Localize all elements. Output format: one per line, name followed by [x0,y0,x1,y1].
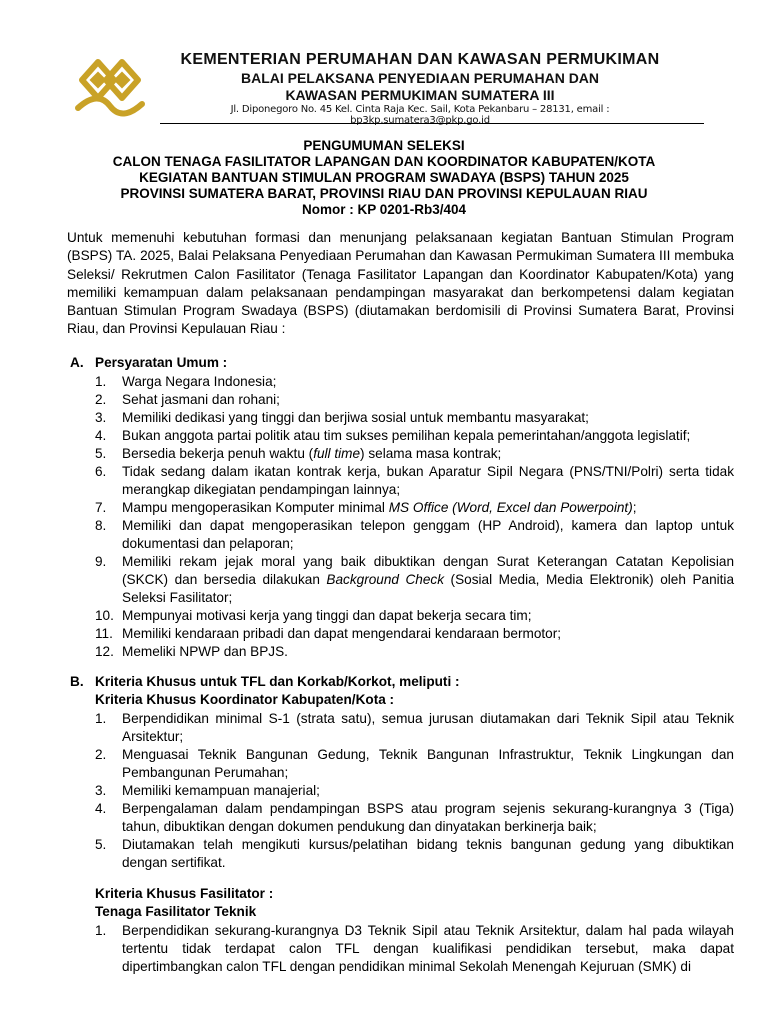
list-text-emphasis: MS Office (Word, Excel dan Powerpoint) [388,500,633,515]
list-text: Bukan anggota partai politik atau tim sukses pemilihan kepala pemerintahan/anggota legislatif; [122,428,691,443]
list-text: Berpengalaman dalam pendampingan BSPS atau program sejenis sekurang-kurangnya 3 (Tiga) tahun, dibuktikan dengan dokumen pendukung dan dinyatakan berkinerja baik; [122,801,734,834]
list-item [67,836,734,872]
list-text: Menguasai Teknik Bangunan Gedung, Teknik Bangunan Infrastruktur, Teknik Lingkungan dan Pembangunan Perumahan; [122,747,734,780]
list-item [67,373,734,391]
list-number: 7. [95,500,107,515]
letterhead-address: Jl. Diponegoro No. 45 Kel. Cinta Raja Kec. Sail, Kota Pekanbaru – 28131, email : bp3kp.sumatera3@pkp.go.id [230,104,610,126]
list-text: ; [632,500,637,515]
announcement-number: Nomor : KP 0201-Rb3/404 [301,202,467,217]
list-item [67,553,734,607]
list-text: Memiliki dedikasi yang tinggi dan berjiwa sosial untuk membantu masyarakat; [122,410,589,425]
list-number: 2. [95,392,107,407]
list-number: 3. [95,410,107,425]
announcement-subtitle-3: PROVINSI SUMATERA BARAT, PROVINSI RIAU DAN PROVINSI KEPULAUAN RIAU [120,186,648,201]
section-b-letter: B. [70,674,84,689]
list-item [67,607,734,625]
list-item [67,463,734,499]
list-text: Mempunyai motivasi kerja yang tinggi dan dapat bekerja secara tim; [122,608,532,623]
section-a-letter: A. [70,355,84,370]
list-text: Warga Negara Indonesia; [122,374,277,389]
list-item [67,710,734,746]
list-text-emphasis: full time [313,446,361,461]
list-number: 4. [95,428,107,443]
list-text-emphasis: Background Check [326,572,445,587]
letterhead-ministry: KEMENTERIAN PERUMAHAN DAN KAWASAN PERMUKIMAN [180,51,660,68]
section-b-title: Kriteria Khusus untuk TFL dan Korkab/Korkot, meliputi : [95,674,460,689]
list-number: 1. [95,711,107,726]
list-text: Diutamakan telah mengikuti kursus/pelatihan bidang teknis bangunan gedung yang dibuktikan dengan sertifikat. [122,837,734,870]
list-text: Berpendidikan minimal S-1 (strata satu), semua jurusan diutamakan dari Teknik Sipil atau Teknik Arsitektur; [122,711,734,744]
list-item [67,782,734,800]
list-item [67,922,734,976]
list-number: 8. [95,518,107,533]
section-a-list [67,373,734,661]
list-number: 10. [95,608,114,623]
list-text: Memiliki rekam jejak moral yang baik dibuktikan dengan Surat Keterangan Catatan Kepolisian (SKCK) dan bersedia dilakukan [122,554,734,587]
korkab-criteria-list [67,710,734,872]
list-number: 1. [95,374,107,389]
list-item [67,625,734,643]
list-item [67,409,734,427]
list-text: Berpendidikan sekurang-kurangnya D3 Teknik Sipil atau Teknik Arsitektur, dalam hal pada wilayah tertentu tidak terdapat calon TFL dengan kualifikasi pendidikan tersebut, maka dapat dipertimbangkan calon TFL dengan pendidikan minimal Sekolah Menengah Kejuruan (SMK) di [122,923,734,974]
list-item [67,643,734,661]
teknik-criteria-list [67,922,734,976]
teknik-fasilitator-title: Tenaga Fasilitator Teknik [95,904,257,919]
list-text: Mampu mengoperasikan Komputer minimal [122,500,389,515]
list-number: 9. [95,554,107,569]
list-text: Sehat jasmani dan rohani; [122,392,280,407]
list-text: ) selama masa kontrak; [360,446,502,461]
ministry-logo-icon [68,50,152,128]
list-number: 4. [95,801,107,816]
list-text: Tidak sedang dalam ikatan kontrak kerja, bukan Aparatur Sipil Negara (PNS/TNI/Polri) serta tidak merangkap dikegiatan pendampingan lainnya; [122,464,734,497]
letterhead-office-line2: KAWASAN PERMUKIMAN SUMATERA III [285,87,555,103]
list-number: 5. [95,446,107,461]
list-text: Memiliki dan dapat mengoperasikan telepon genggam (HP Android), kamera dan laptop untuk dokumentasi dan pelaporan; [122,518,734,551]
list-text: Memiliki kemampuan manajerial; [122,783,320,798]
list-item [67,427,734,445]
list-item [67,517,734,553]
announcement-subtitle-2: KEGIATAN BANTUAN STIMULAN PROGRAM SWADAYA (BSPS) TAHUN 2025 [139,170,629,185]
section-a-title: Persyaratan Umum : [95,355,228,370]
fasilitator-criteria-title: Kriteria Khusus Fasilitator : [95,886,274,901]
list-text: Memiliki kendaraan pribadi dan dapat mengendarai kendaraan bermotor; [122,626,562,641]
list-item [67,391,734,409]
list-text: Memeliki NPWP dan BPJS. [122,644,288,659]
list-number: 11. [95,626,113,641]
letterhead-office-line1: BALAI PELAKSANA PENYEDIAAN PERUMAHAN DAN [240,70,600,86]
announcement-subtitle-1: CALON TENAGA FASILITATOR LAPANGAN DAN KOORDINATOR KABUPATEN/KOTA [112,154,656,169]
list-item [67,746,734,782]
announcement-title: PENGUMUMAN SELEKSI [303,138,465,153]
list-number: 1. [95,923,107,938]
intro-paragraph: Untuk memenuhi kebutuhan formasi dan menunjang pelaksanaan kegiatan Bantuan Stimulan Program (BSPS) TA. 2025, Balai Pelaksana Penyediaan Perumahan dan Kawasan Permukiman Sumatera III membuka Seleksi/ Rekrutmen Calon Fasilitator (Tenaga Fasilitator Lapangan dan Koordinator Kabupaten/Kota) yang memiliki kemampuan dalam pelaksanaan pendampingan masyarakat dan berkompetensi dalam kegiatan Bantuan Stimulan Program Swadaya (BSPS) (diutamakan berdomisili di Provinsi Sumatera Barat, Provinsi Riau, dan Provinsi Kepulauan Riau : [67,230,734,337]
list-number: 2. [95,747,107,762]
list-text: Bersedia bekerja penuh waktu ( [122,446,314,461]
list-item [67,800,734,836]
list-number: 12. [95,644,114,659]
list-number: 3. [95,783,107,798]
letterhead-divider [160,123,704,124]
list-item [67,445,734,463]
korkab-criteria-title: Kriteria Khusus Koordinator Kabupaten/Kota : [95,692,395,707]
list-number: 6. [95,464,107,479]
list-number: 5. [95,837,107,852]
list-item [67,499,734,517]
list-text: (Sosial Media, Media Elektronik) oleh Panitia Seleksi Fasilitator; [122,572,735,605]
